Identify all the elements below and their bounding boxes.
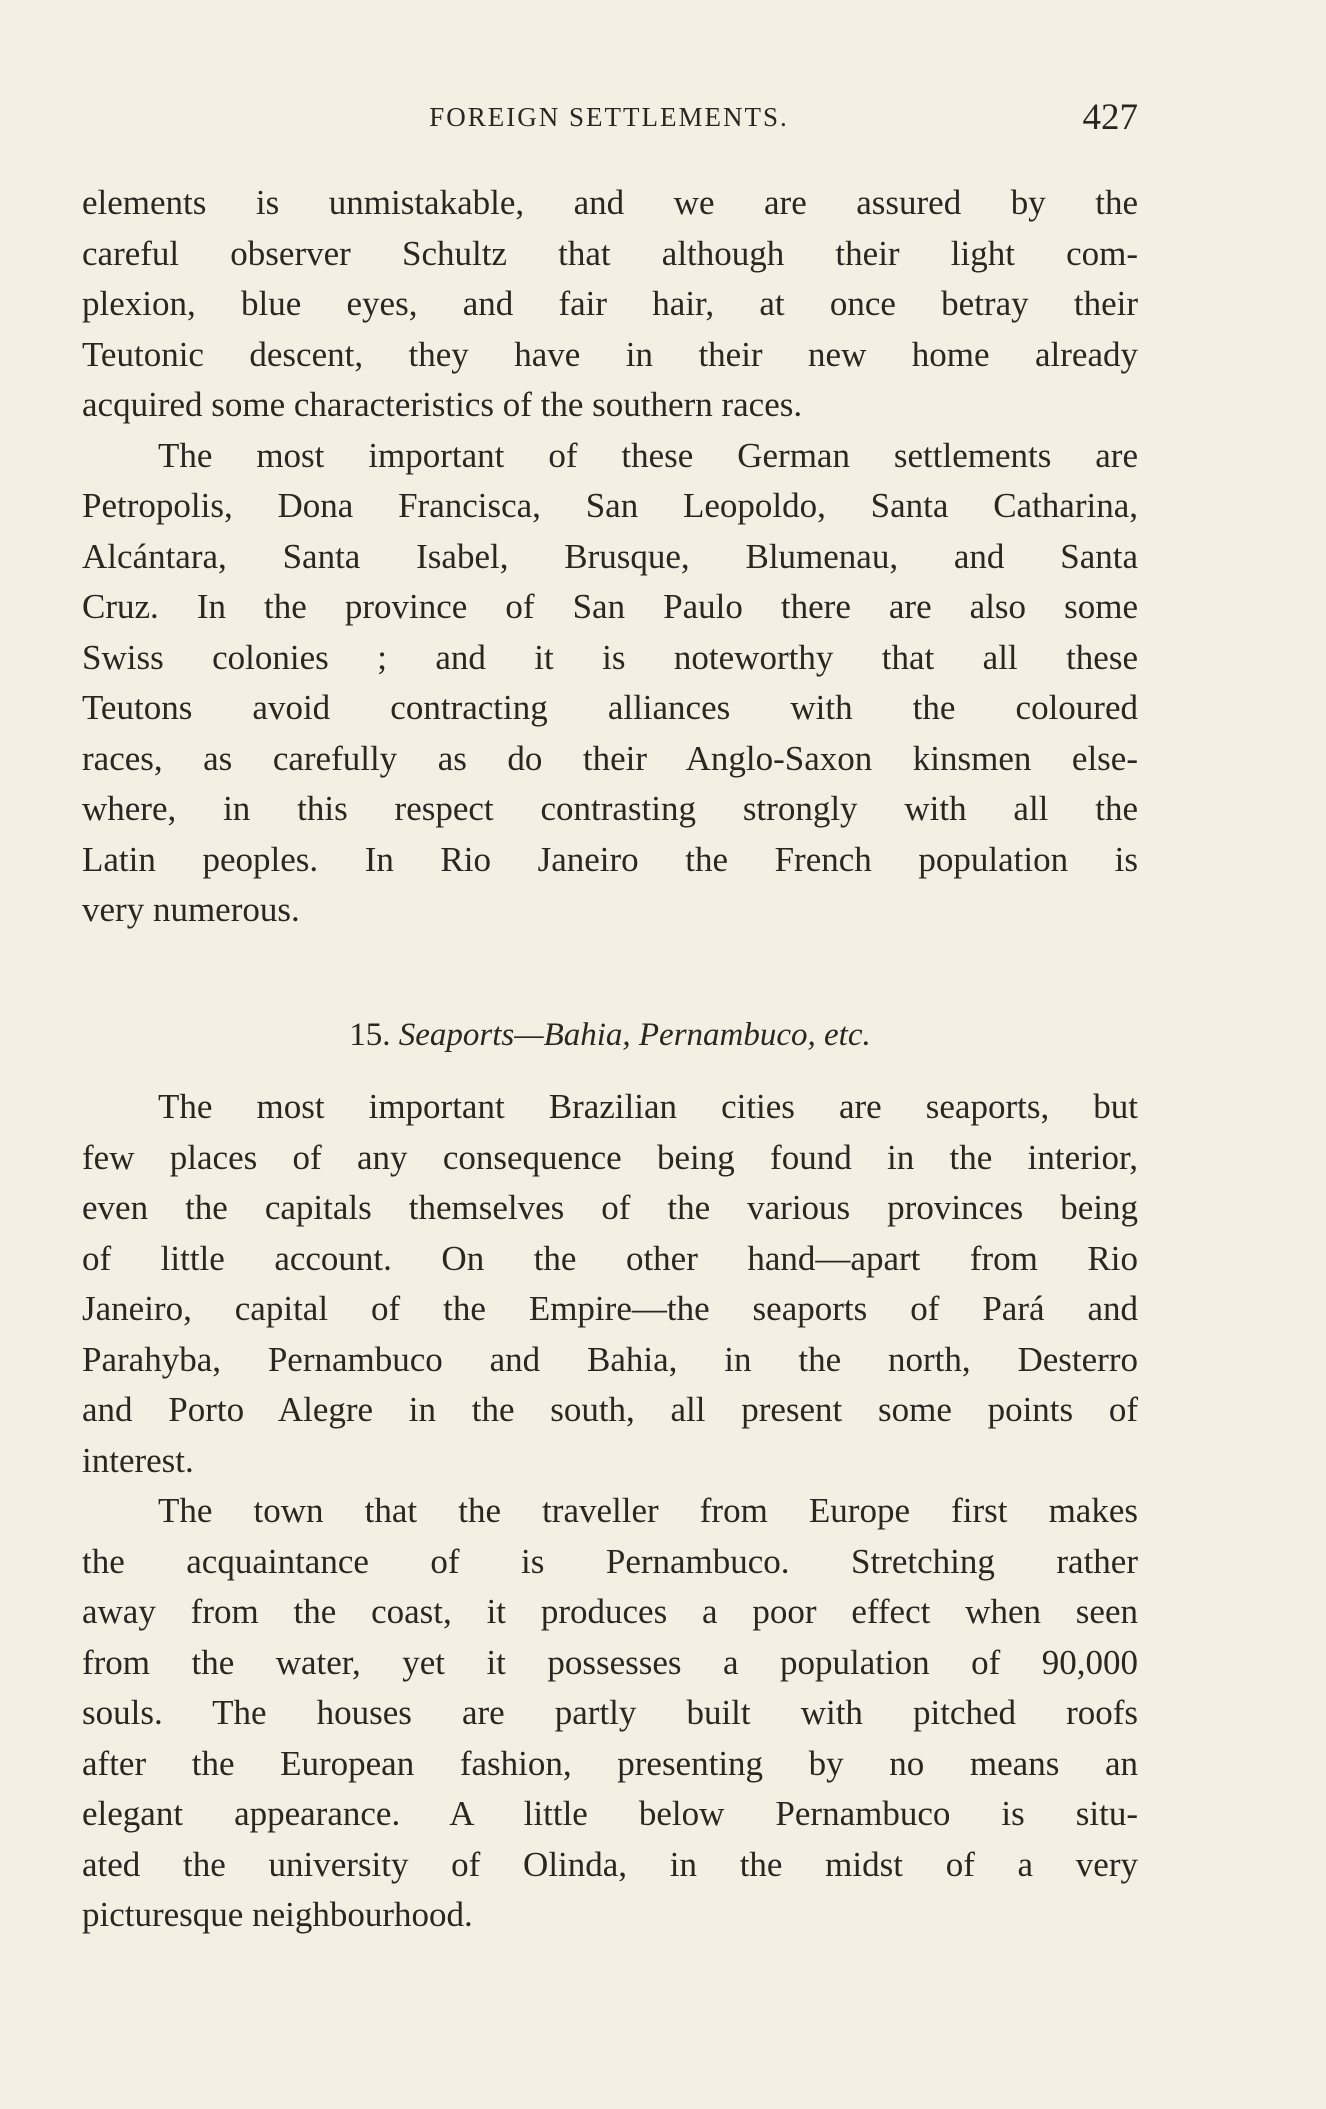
text-line: souls. The houses are partly built with pitched roofs: [82, 1693, 1138, 1732]
text-line: interest.: [82, 1440, 194, 1480]
text-line: Alcántara, Santa Isabel, Brusque, Blumenau, and Santa: [82, 536, 1138, 576]
text-line: away from the coast, it produces a poor effect when seen: [82, 1592, 1138, 1631]
section-number: 15.: [349, 1017, 391, 1053]
paragraph-block-settlements: [82, 178, 1138, 936]
text-line: elements is unmistakable, and we are assured by the: [82, 183, 1138, 222]
text-line: Swiss colonies ; and it is noteworthy that all these: [82, 637, 1138, 677]
text-line: The most important of these German settlements are: [158, 435, 1138, 475]
text-line: Cruz. In the province of San Paulo there are also some: [82, 587, 1138, 626]
text-line: and Porto Alegre in the south, all present some points of: [82, 1390, 1138, 1429]
text-line: Parahyba, Pernambuco and Bahia, in the north, Desterro: [82, 1339, 1138, 1379]
paragraph-block-seaports: [82, 1082, 1138, 1941]
page-number: 427: [1082, 97, 1138, 138]
text-line: few places of any consequence being found in the interior,: [82, 1137, 1138, 1177]
text-line: races, as carefully as do their Anglo-Saxon kinsmen else-: [82, 738, 1138, 778]
text-line: where, in this respect contrasting strongly with all the: [82, 789, 1138, 828]
section-title: Seaports—Bahia, Pernambuco, etc.: [398, 1017, 871, 1053]
text-line: Latin peoples. In Rio Janeiro the French population is: [82, 839, 1138, 879]
text-line: Teutonic descent, they have in their new home already: [82, 334, 1138, 374]
text-line: even the capitals themselves of the various provinces being: [82, 1188, 1138, 1227]
text-line: elegant appearance. A little below Pernambuco is situ-: [82, 1794, 1138, 1833]
running-head: [80, 96, 1138, 146]
text-line: Teutons avoid contracting alliances with the coloured: [82, 688, 1138, 727]
text-line: The town that the traveller from Europe first makes: [158, 1491, 1138, 1530]
text-line: Janeiro, capital of the Empire—the seaports of Pará and: [82, 1289, 1138, 1328]
text-line: from the water, yet it possesses a population of 90,000: [82, 1642, 1138, 1682]
section-heading: [82, 1010, 1138, 1060]
text-line: The most important Brazilian cities are seaports, but: [158, 1087, 1138, 1126]
running-title: FOREIGN SETTLEMENTS.: [429, 102, 789, 132]
text-line: of little account. On the other hand—apart from Rio: [82, 1238, 1138, 1278]
text-line: picturesque neighbourhood.: [82, 1895, 473, 1934]
text-line: ated the university of Olinda, in the midst of a very: [82, 1844, 1138, 1884]
text-line: the acquaintance of is Pernambuco. Stretching rather: [82, 1541, 1138, 1581]
text-line: after the European fashion, presenting by no means an: [82, 1743, 1138, 1783]
text-line: very numerous.: [82, 890, 300, 929]
text-line: careful observer Schultz that although their light com-: [82, 233, 1138, 273]
text-line: Petropolis, Dona Francisca, San Leopoldo, Santa Catharina,: [82, 486, 1138, 525]
text-line: plexion, blue eyes, and fair hair, at once betray their: [82, 284, 1138, 323]
text-line: acquired some characteristics of the southern races.: [82, 385, 803, 424]
